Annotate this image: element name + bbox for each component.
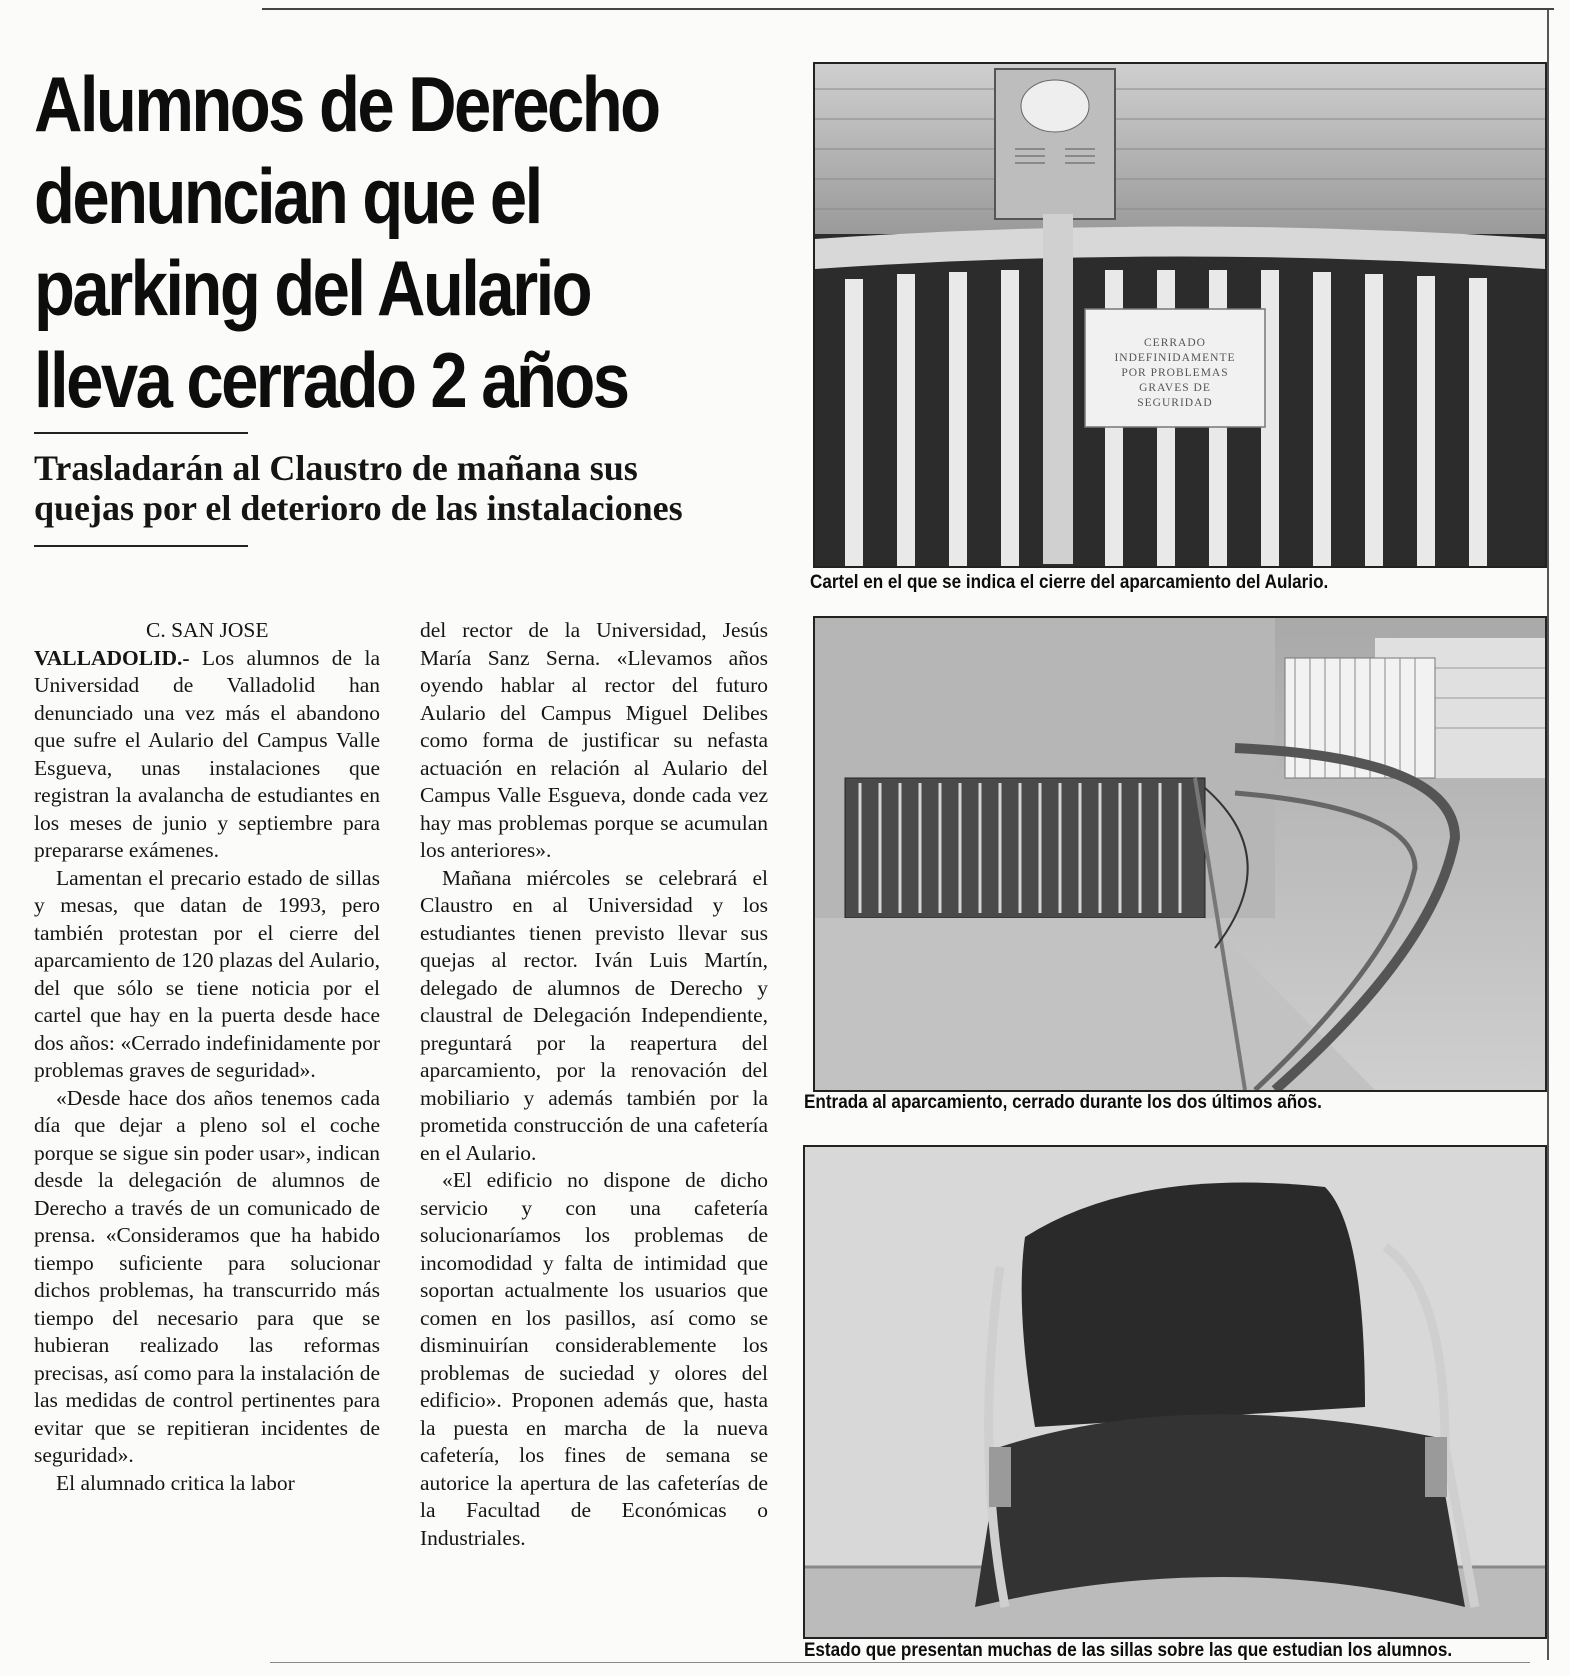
paragraph [34,645,380,865]
gate-sign-image [815,64,1545,566]
article-column-1 [34,617,380,1497]
article-column-2 [420,617,768,1552]
sign-line: SEGURIDAD [1137,397,1213,409]
sign-line: POR PROBLEMAS [1121,367,1229,379]
headline: Alumnos de Derecho denuncian que el parking del Aulario lleva cerrado 2 años [34,60,659,424]
subhead-rule-top [34,432,248,434]
parking-entrance-image [815,618,1545,1090]
paragraph-text: Los alumnos de la Universidad de Valladolid han denunciado una vez más el abandono que sufre el Aulario del Campus Valle Esgueva, unas instalaciones que registran la avalancha de estudiantes en los meses de junio y septiembre para prepararse exámenes. [34,645,380,862]
photo-caption: Cartel en el que se indica el cierre del aparcamiento del Aulario. [810,572,1329,593]
sign-line: INDEFINIDAMENTE [1114,352,1236,364]
sign-line: GRAVES DE [1139,382,1211,394]
dateline: VALLADOLID.- [34,645,190,670]
right-rule [1547,10,1549,1660]
paragraph: del rector de la Universidad, Jesús María Sanz Serna. «Llevamos años oyendo hablar al rector del futuro Aulario del Campus Miguel Delibes como forma de justificar su nefasta actuación en relación al Aulario del Campus Valle Esgueva, donde cada vez hay mas problemas porque se acumulan los anteriores». [420,618,768,862]
paragraph: «El edificio no dispone de dicho servicio y con una cafetería solucionaríamos los problemas de incomodidad y falta de intimidad que soportan actualmente los usuarios que comen en los pasillos, así como se disminuirían considerablemente los problemas de suciedad y olores del edificio». Proponen además que, hasta la puesta en marcha de la nueva cafetería, los fines de semana se autorice la apertura de las cafeterías de la Facultad de Económicas o Industriales. [420,1168,768,1550]
photo-caption: Entrada al aparcamiento, cerrado durante los dos últimos años. [804,1092,1322,1113]
paragraph: El alumnado critica la labor [56,1470,295,1495]
subheadline: Trasladarán al Claustro de mañana sus quejas por el deterioro de las instalaciones [34,448,683,528]
photo-gate-sign [813,62,1547,568]
top-rule [262,8,1554,10]
byline: C. SAN JOSE [146,618,269,642]
photo-chair [803,1145,1547,1639]
paragraph: Mañana miércoles se celebrará el Claustro en al Universidad y los estudiantes tienen previsto llevar sus quejas al rector. Iván Luis Martín, delegado de alumnos de Derecho y claustral de Delegación Independiente, preguntará por la reapertura del aparcamiento, por la renovación del mobiliario y además también por la prometida construcción de una cafetería en el Aulario. [420,865,768,1165]
subhead-rule-bottom [34,545,248,547]
photo-parking-entrance [813,616,1547,1092]
chair-image [805,1147,1545,1637]
paragraph: «Desde hace dos años tenemos cada día que dejar a pleno sol el coche porque se sigue sin poder usar», indican desde la delegación de alumnos de Derecho a través de un comunicado de prensa. «Consideramos que ha habido tiempo suficiente para solucionar dichos problemas, ha transcurrido más tiempo del necesario para que se hubieran realizado las reformas precisas, así como para la instalación de las medidas de control pertinentes para evitar que se repitieran incidentes de seguridad». [34,1085,380,1467]
bottom-rule [270,1662,1530,1663]
photo-caption: Estado que presentan muchas de las sillas sobre las que estudian los alumnos. [804,1640,1453,1661]
paragraph: Lamentan el precario estado de sillas y mesas, que datan de 1993, pero también protestan por el cierre del aparcamiento de 120 plazas del Aulario, del que sólo se tiene noticia por el cartel que hay en la puerta desde hace dos años: «Cerrado indefinidamente por problemas graves de seguridad». [34,865,380,1082]
sign-line: CERRADO [1144,337,1206,349]
